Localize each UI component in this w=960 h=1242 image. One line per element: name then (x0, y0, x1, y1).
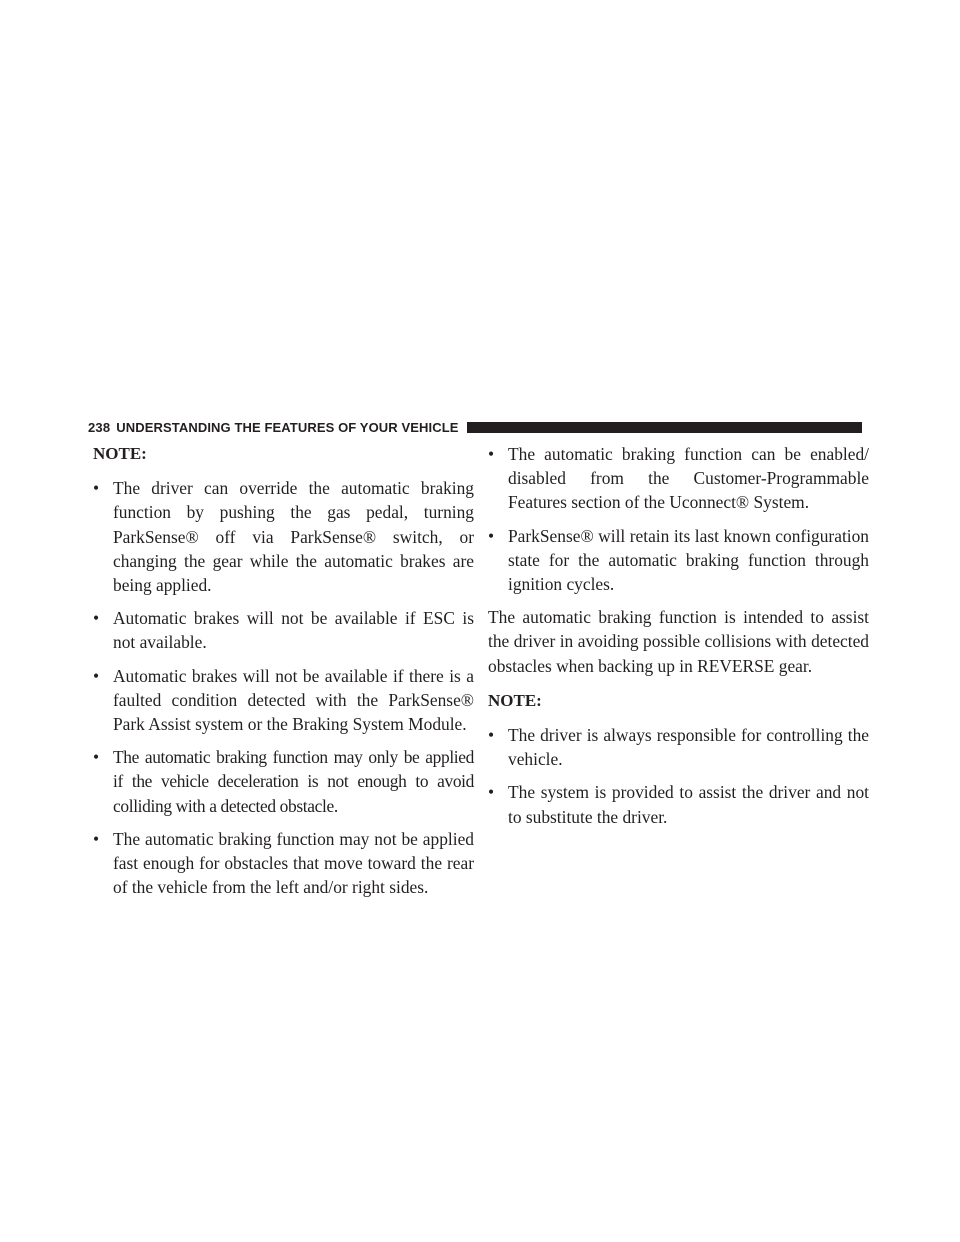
body-paragraph: The automatic braking function is intended to assist the driver in avoiding possible collisions with detected obstacles when backing up in REVERSE gear. (488, 607, 869, 676)
section-title: UNDERSTANDING THE FEATURES OF YOUR VEHICLE (116, 419, 459, 435)
list-item-text: The automatic braking function may not be applied fast enough for obstacles that move toward the rear of the vehicle from the left and/or right sides. (113, 828, 474, 898)
bullet-icon: • (488, 525, 495, 546)
list-item (93, 745, 474, 818)
list-item (488, 780, 869, 828)
list-item-text: Automatic brakes will not be available if ESC is not available. (113, 608, 474, 653)
list-item (93, 606, 474, 654)
list-item-text: ParkSense® will retain its last known configuration state for the automatic braking function through ignition cycles. (508, 525, 869, 595)
note-bullet-list (93, 476, 474, 899)
bullet-icon: • (93, 608, 100, 629)
header-rule (467, 422, 862, 433)
note-heading: NOTE: (488, 690, 542, 710)
note-heading: NOTE: (93, 444, 147, 463)
note-bullet-list (488, 723, 869, 829)
list-item-text: Automatic brakes will not be available if there is a faulted condition detected with the ParkSense® Park Assist system or the Braking System Module. (113, 665, 474, 735)
feature-bullet-list (488, 442, 869, 596)
bullet-icon: • (93, 747, 99, 768)
list-item (93, 664, 474, 737)
list-item-text: The driver can override the automatic braking function by pushing the gas pedal, turning ParkSense® off via ParkSense® switch, or changing the gear while the automatic brakes are being applied. (113, 478, 474, 596)
list-item (488, 723, 869, 771)
page-number: 238 (88, 419, 111, 435)
list-item-text: The automatic braking function may only be applied if the vehicle deceleration is not enough to avoid colliding with a detected obstacle. (113, 747, 474, 816)
bullet-icon: • (93, 478, 100, 499)
page-header (88, 418, 862, 436)
list-item (488, 442, 869, 515)
left-column (93, 442, 474, 908)
bullet-icon: • (93, 665, 100, 686)
bullet-icon: • (488, 725, 495, 746)
bullet-icon: • (488, 444, 495, 464)
bullet-icon: • (488, 782, 495, 803)
list-item-text: The automatic braking function can be enabled/ disabled from the Customer-Programmable Features section of the Uconnect® System. (508, 444, 869, 513)
list-item-text: The system is provided to assist the driver and not to substitute the driver. (508, 782, 869, 827)
list-item (93, 476, 474, 597)
right-column (488, 442, 869, 838)
list-item (93, 827, 474, 900)
list-item-text: The driver is always responsible for controlling the vehicle. (508, 725, 869, 770)
list-item (488, 524, 869, 597)
bullet-icon: • (93, 828, 100, 849)
